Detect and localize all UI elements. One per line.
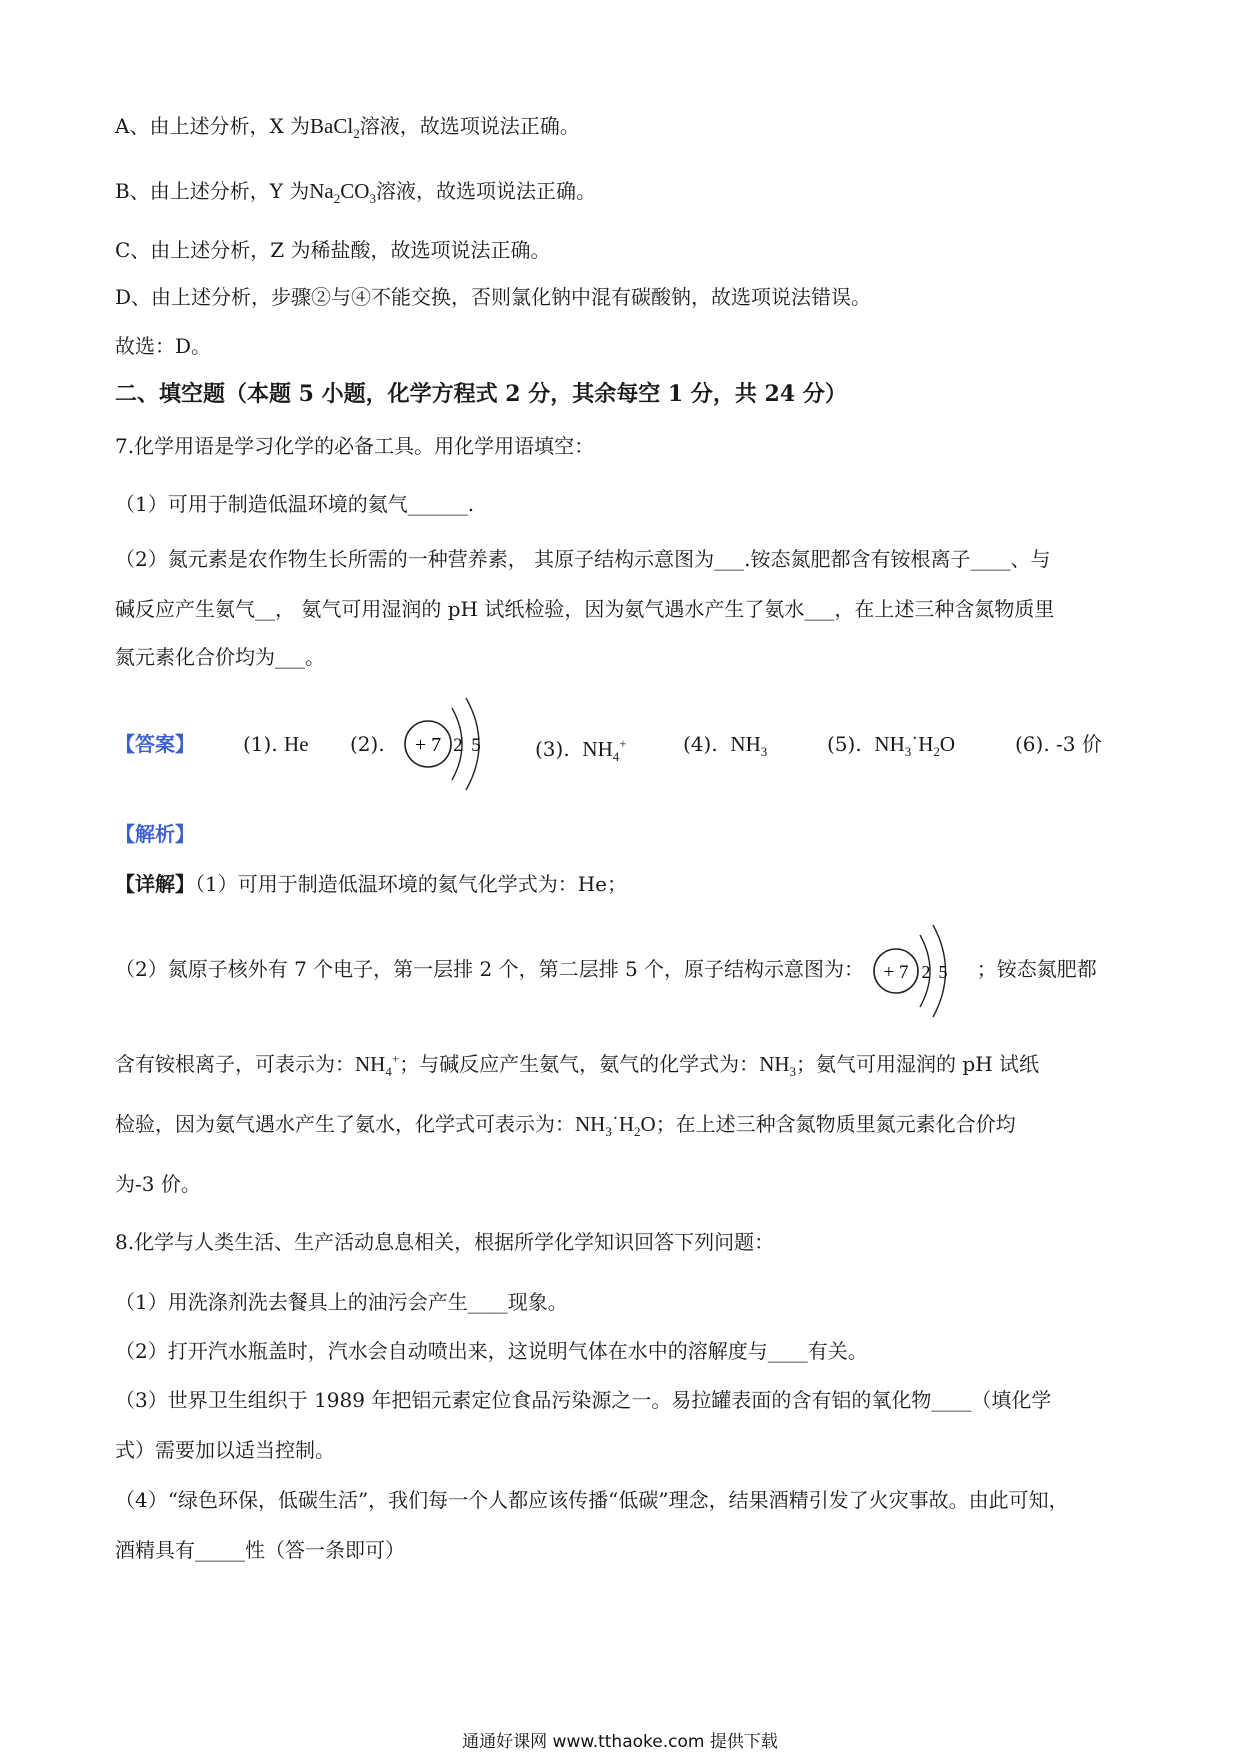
detail-line2: （2）氮原子核外有 7 个电子，第一层排 2 个，第二层排 5 个，原子结构示意图为： + 7 2 5 ；铵态氮肥都 <box>115 955 1097 985</box>
q7-part2-line2: 碱反应产生氨气__， 氨气可用湿润的 pH 试纸检验，因为氨气遇水产生了氨水___，在上述三种含氮物质里 <box>115 597 1055 621</box>
q7-part1: （1）可用于制造低温环境的氦气______. <box>115 492 475 516</box>
detail-line4: 检验，因为氨气遇水产生了氨水，化学式可表示为：$NH_3˙H_2O$；在上述三种含氮物质里氮元素化合价均 <box>115 1112 1016 1140</box>
answer-6: (6). -3 价 <box>1015 732 1102 756</box>
q8-part4-line1: （4）“绿色环保，低碳生活”，我们每一个人都应该传播“低碳”理念，结果酒精引发了火灾事故。由此可知， <box>115 1488 1069 1512</box>
q8-part3-line2: 式）需要加以适当控制。 <box>115 1438 335 1462</box>
option-d: D、由上述分析，步骤②与④不能交换，否则氯化钠中混有碳酸钠，故选项说法错误。 <box>115 285 872 309</box>
analysis-tag: 【解析】 <box>115 822 195 846</box>
q8-part3-line1: （3）世界卫生组织于 1989 年把铝元素定位食品污染源之一。易拉罐表面的含有铝的氧化物____（填化学 <box>115 1388 1052 1412</box>
detail-line3: 含有铵根离子，可表示为：$NH_4^+$；与碱反应产生氨气，氨气的化学式为：$NH_3$；氨气可用湿润的 pH 试纸 <box>115 1051 1039 1080</box>
q8-stem: 8.化学与人类生活、生产活动息息相关，根据所学化学知识回答下列问题： <box>115 1230 775 1254</box>
svg-text:2: 2 <box>453 735 463 756</box>
detail-line1: 【详解】（1）可用于制造低温环境的氦气化学式为：He； <box>115 872 628 896</box>
answer-row <box>115 724 1125 764</box>
answer-4: (4). $NH_3$ <box>683 732 768 760</box>
svg-text:2: 2 <box>921 961 931 982</box>
svg-text:5: 5 <box>938 961 948 982</box>
formula-na2co3: $Na_2CO_3$ <box>309 179 376 207</box>
nitrogen-atom-diagram <box>400 696 510 792</box>
svg-text:5: 5 <box>471 735 481 756</box>
answer-2: (2). <box>350 732 385 756</box>
section-title: 二、填空题（本题 5 小题，化学方程式 2 分，其余每空 1 分，共 24 分） <box>115 381 847 407</box>
svg-text:+ 7: + 7 <box>883 961 909 983</box>
answer-5: (5). $NH_3˙H_2O$ <box>827 732 956 760</box>
option-b: B、由上述分析，Y 为$Na_2CO_3$溶液，故选项说法正确。 <box>115 179 596 207</box>
answer-3: (3). $NH_4^+$ <box>535 736 627 765</box>
q7-stem: 7.化学用语是学习化学的必备工具。用化学用语填空： <box>115 434 595 458</box>
nitrogen-atom-diagram-inline <box>870 957 970 985</box>
answer-1: (1). He <box>243 732 309 756</box>
option-c: C、由上述分析，Z 为稀盐酸，故选项说法正确。 <box>115 238 551 262</box>
detail-line5: 为-3 价。 <box>115 1172 201 1196</box>
q7-part2-line3: 氮元素化合价均为___。 <box>115 645 325 669</box>
page-footer: 通通好课网 www.tthaoke.com 提供下载 <box>462 1732 778 1752</box>
choice-line: 故选：D。 <box>115 334 212 358</box>
q8-part4-line2: 酒精具有_____性（答一条即可） <box>115 1538 405 1562</box>
q7-part2-line1: （2）氮元素是农作物生长所需的一种营养素， 其原子结构示意图为___.铵态氮肥都含有铵根离子____、与 <box>115 547 1051 571</box>
q8-part2: （2）打开汽水瓶盖时，汽水会自动喷出来，这说明气体在水中的溶解度与____有关。 <box>115 1339 868 1363</box>
formula-bacl2: BaCl$_2$ <box>310 114 360 142</box>
svg-text:+ 7: + 7 <box>414 734 442 756</box>
q8-part1: （1）用洗涤剂洗去餐具上的油污会产生____现象。 <box>115 1290 568 1314</box>
answer-tag: 【答案】 <box>115 732 195 756</box>
option-a: A、由上述分析，X 为BaCl$_2$溶液，故选项说法正确。 <box>115 114 580 142</box>
